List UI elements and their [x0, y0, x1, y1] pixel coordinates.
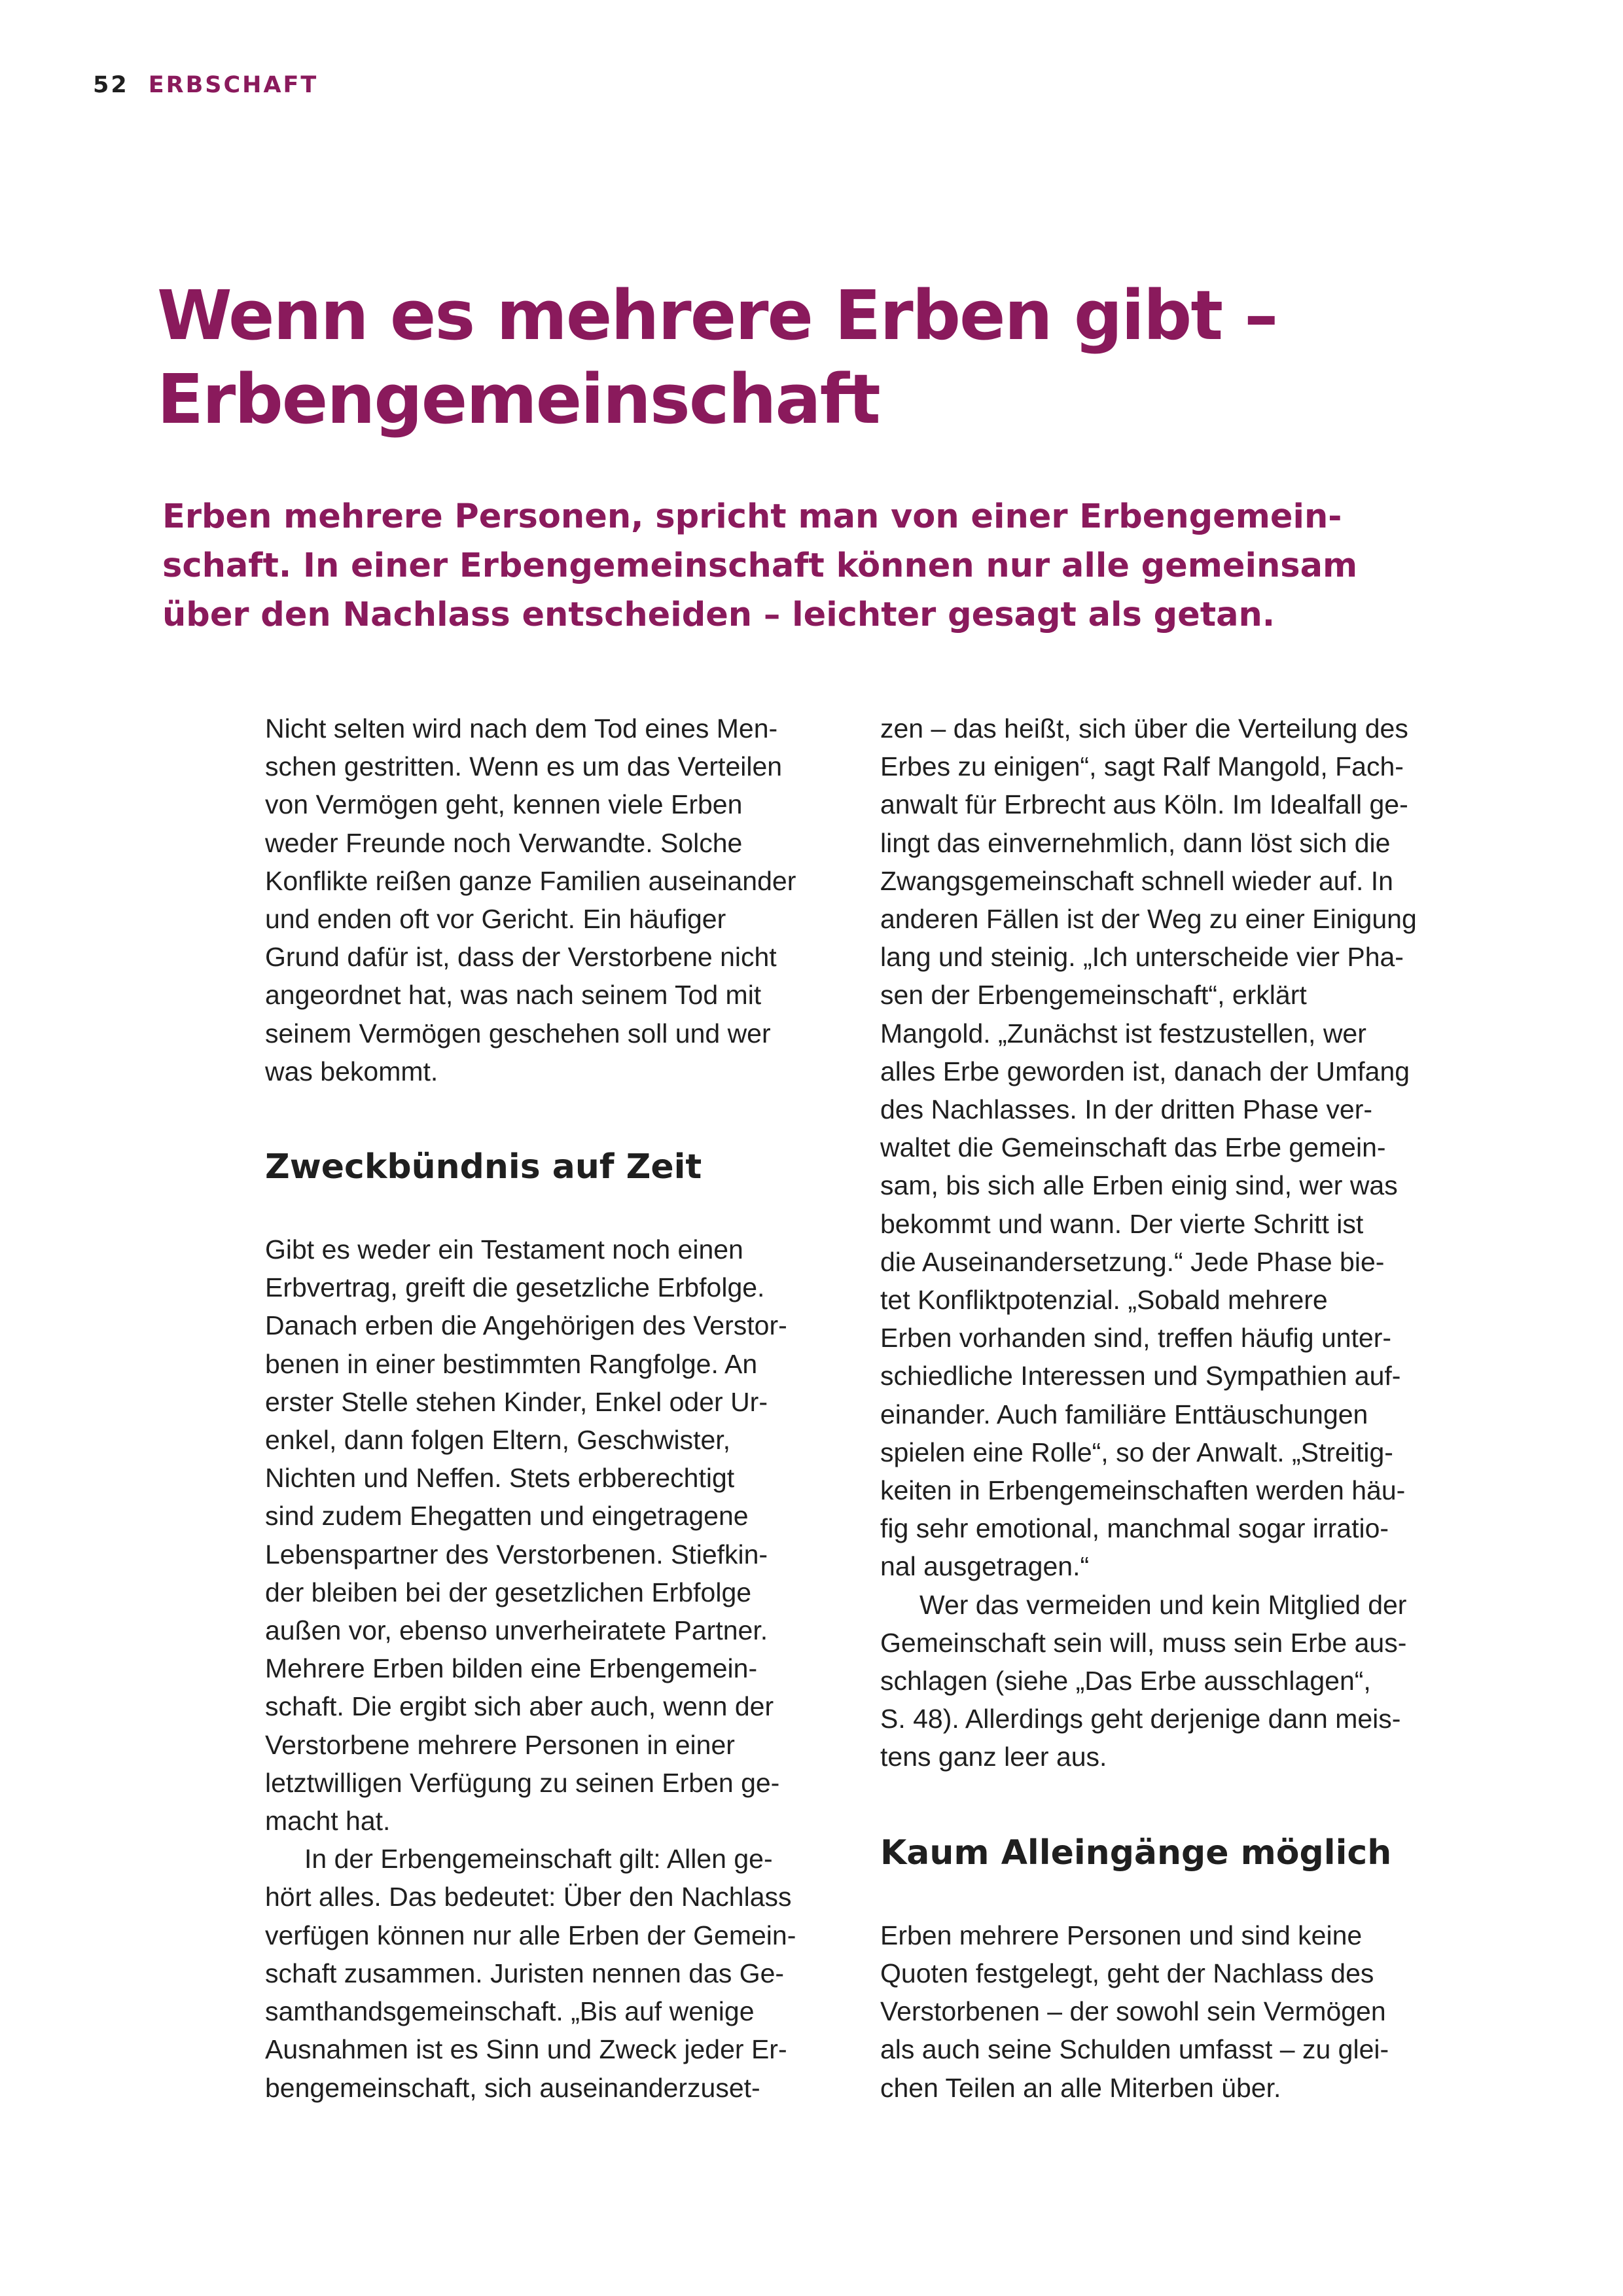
text-line: Gemeinschaft sein will, muss sein Erbe aus-: [880, 1627, 1407, 1658]
text-line: alles Erbe geworden ist, danach der Umfang: [880, 1056, 1410, 1086]
text-line: Nicht selten wird nach dem Tod eines Men-: [265, 713, 778, 744]
text-line: außen vor, ebenso unverheiratete Partner.: [265, 1615, 768, 1646]
body-paragraph: [880, 1916, 1469, 2107]
text-line: und enden oft vor Gericht. Ein häufiger: [265, 904, 726, 935]
text-line: Verstorbenen – der sowohl sein Vermögen: [880, 1996, 1386, 2027]
text-line: sam, bis sich alle Erben einig sind, wer was: [880, 1170, 1398, 1201]
text-line: spielen eine Rolle“, so der Anwalt. „Streitig-: [880, 1437, 1393, 1467]
text-line: fig sehr emotional, manchmal sogar irratio-: [880, 1513, 1389, 1544]
text-line: Wer das vermeiden und kein Mitglied der: [919, 1589, 1407, 1620]
text-line: Mehrere Erben bilden eine Erbengemein-: [265, 1653, 758, 1684]
text-line: keiten in Erbengemeinschaften werden häu-: [880, 1475, 1406, 1506]
text-line: schaft zusammen. Juristen nennen das Ge-: [265, 1958, 785, 1988]
text-line: einander. Auch familiäre Enttäuschungen: [880, 1399, 1368, 1429]
running-header: [93, 71, 318, 99]
text-line: benen in einer bestimmten Rangfolge. An: [265, 1348, 758, 1379]
text-line: Erben vorhanden sind, treffen häufig unter-: [880, 1323, 1392, 1354]
text-line: samthandsgemeinschaft. „Bis auf wenige: [265, 1996, 755, 2027]
text-line: Ausnahmen ist es Sinn und Zweck jeder Er-: [265, 2034, 787, 2065]
text-line: Grund dafür ist, dass der Verstorbene nicht: [265, 942, 777, 973]
text-line: als auch seine Schulden umfasst – zu glei-: [880, 2034, 1389, 2065]
text-line: angeordnet hat, was nach seinem Tod mit: [265, 980, 762, 1011]
text-line: tet Konfliktpotenzial. „Sobald mehrere: [880, 1285, 1328, 1316]
text-line: S. 48). Allerdings geht derjenige dann meis-: [880, 1704, 1401, 1734]
page-title-line: Wenn es mehrere Erben gibt –: [157, 276, 1277, 355]
lead-line: über den Nachlass entscheiden – leichter gesagt als getan.: [162, 596, 1275, 634]
text-line: seinem Vermögen geschehen soll und wer: [265, 1018, 771, 1049]
intro-paragraph: [265, 709, 854, 1090]
text-line: Nichten und Neffen. Stets erbberechtigt: [265, 1463, 735, 1494]
body-paragraph: [265, 1840, 854, 2106]
text-line: lang und steinig. „Ich unterscheide vier Pha-: [880, 942, 1404, 973]
text-line: Erbes zu einigen“, sagt Ralf Mangold, Fach-: [880, 751, 1404, 782]
text-line: verfügen können nur alle Erben der Gemein-: [265, 1920, 796, 1950]
text-line: macht hat.: [265, 1806, 391, 1837]
text-line: letztwilligen Verfügung zu seinen Erben ge-: [265, 1767, 780, 1798]
text-line: sen der Erbengemeinschaft“, erklärt: [880, 980, 1307, 1011]
text-line: von Vermögen geht, kennen viele Erben: [265, 789, 743, 820]
body-paragraph: [880, 1586, 1469, 1776]
text-line: schen gestritten. Wenn es um das Verteilen: [265, 751, 783, 782]
lead-line: Erben mehrere Personen, spricht man von einer Erbengemein-: [162, 497, 1342, 536]
text-line: nal ausgetragen.“: [880, 1551, 1090, 1582]
text-line: weder Freunde noch Verwandte. Solche: [265, 827, 743, 858]
text-line: Verstorbene mehrere Personen in einer: [265, 1729, 735, 1760]
text-line: lingt das einvernehmlich, dann löst sich die: [880, 827, 1391, 858]
right-column: [880, 709, 1469, 2107]
text-line: anwalt für Erbrecht aus Köln. Im Idealfall ge-: [880, 789, 1408, 820]
text-line: des Nachlasses. In der dritten Phase ver-: [880, 1094, 1373, 1125]
text-line: Zwangsgemeinschaft schnell wieder auf. In: [880, 865, 1393, 896]
body-paragraph: [880, 709, 1469, 1586]
text-line: schiedliche Interessen und Sympathien auf-: [880, 1361, 1401, 1391]
text-line: Erbvertrag, greift die gesetzliche Erbfolge.: [265, 1272, 765, 1303]
text-line: Lebenspartner des Verstorbenen. Stiefkin-: [265, 1539, 768, 1570]
text-line: Gibt es weder ein Testament noch einen: [265, 1234, 743, 1265]
text-line: bekommt und wann. Der vierte Schritt ist: [880, 1208, 1364, 1239]
text-line: Danach erben die Angehörigen des Verstor-: [265, 1310, 787, 1341]
body-paragraph: [265, 1230, 854, 1840]
text-line: chen Teilen an alle Miterben über.: [880, 2072, 1281, 2103]
text-line: der bleiben bei der gesetzlichen Erbfolge: [265, 1577, 752, 1607]
text-line: sind zudem Ehegatten und eingetragene: [265, 1501, 749, 1532]
text-line: Mangold. „Zunächst ist festzustellen, wer: [880, 1018, 1366, 1049]
text-line: was bekommt.: [265, 1056, 438, 1086]
text-line: erster Stelle stehen Kinder, Enkel oder Ur-: [265, 1386, 768, 1417]
text-line: Konflikte reißen ganze Familien auseinander: [265, 865, 796, 896]
text-line: bengemeinschaft, sich auseinanderzuset-: [265, 2072, 760, 2103]
lead-paragraph: [162, 492, 1458, 639]
text-line: schlagen (siehe „Das Erbe ausschlagen“,: [880, 1666, 1371, 1696]
page-number: 52: [93, 72, 129, 98]
text-line: In der Erbengemeinschaft gilt: Allen ge-: [304, 1844, 773, 1874]
text-line: enkel, dann folgen Eltern, Geschwister,: [265, 1425, 731, 1456]
text-line: die Auseinandersetzung.“ Jede Phase bie-: [880, 1246, 1385, 1277]
subheading-zweckbuendnis: Zweckbündnis auf Zeit: [265, 1147, 702, 1187]
section-name: ERBSCHAFT: [148, 72, 319, 98]
text-line: zen – das heißt, sich über die Verteilung des: [880, 713, 1408, 744]
subheading-alleingaenge: Kaum Alleingänge möglich: [880, 1833, 1392, 1873]
text-line: Erben mehrere Personen und sind keine: [880, 1920, 1363, 1950]
page-title-line: Erbengemeinschaft: [157, 359, 880, 439]
text-line: anderen Fällen ist der Weg zu einer Einigung: [880, 904, 1417, 935]
text-line: Quoten festgelegt, geht der Nachlass des: [880, 1958, 1374, 1988]
text-line: schaft. Die ergibt sich aber auch, wenn der: [265, 1691, 774, 1722]
text-line: hört alles. Das bedeutet: Über den Nachlass: [265, 1882, 792, 1912]
left-column: [265, 709, 854, 2107]
text-line: tens ganz leer aus.: [880, 1742, 1107, 1772]
text-line: waltet die Gemeinschaft das Erbe gemein-: [880, 1132, 1386, 1163]
lead-line: schaft. In einer Erbengemeinschaft können nur alle gemeinsam: [162, 547, 1358, 585]
page-title: [157, 274, 1531, 441]
